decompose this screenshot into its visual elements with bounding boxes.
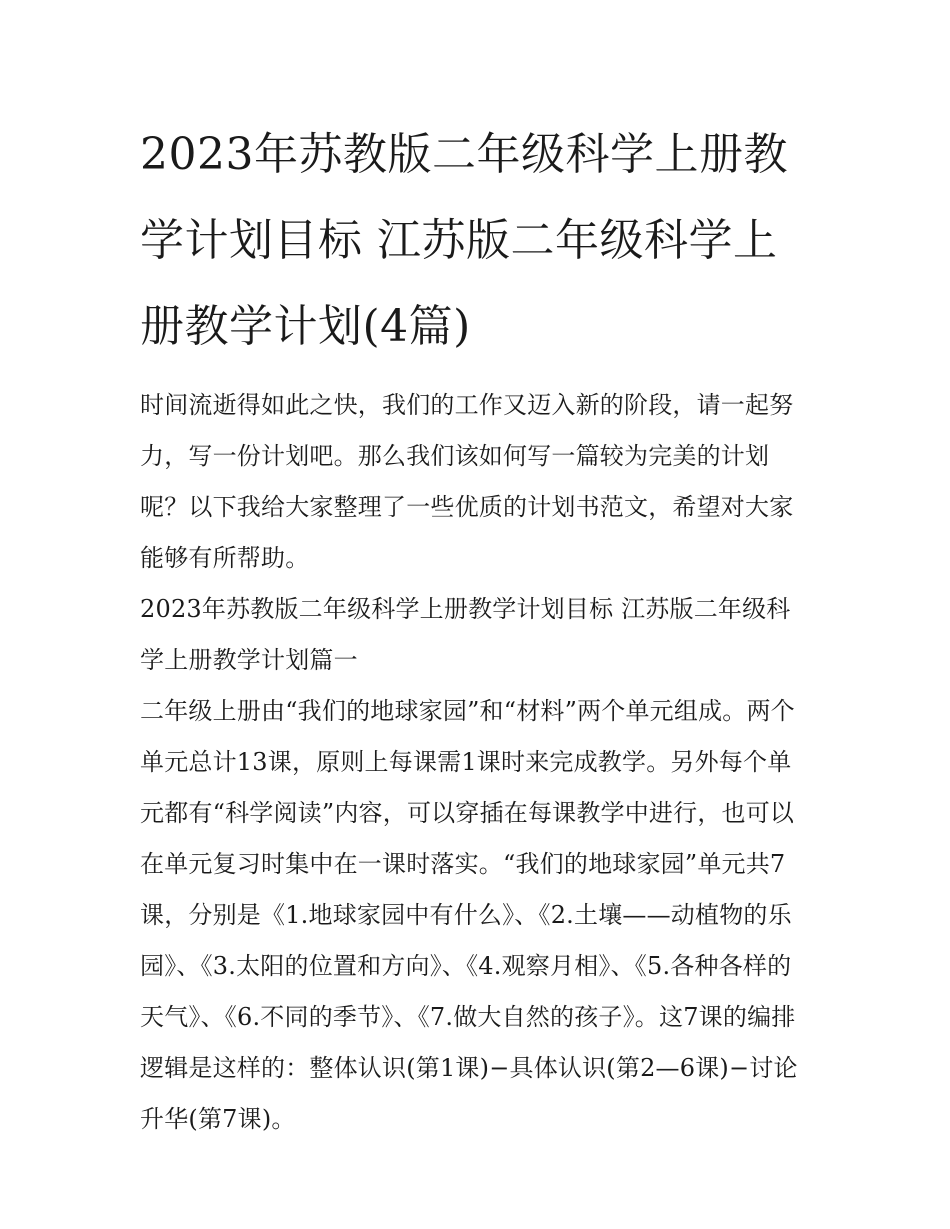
document-title: 2023年苏教版二年级科学上册教学计划目标 江苏版二年级科学上册教学计划(4篇) xyxy=(140,129,788,352)
document-page xyxy=(140,112,812,1145)
section-heading: 2023年苏教版二年级科学上册教学计划目标 江苏版二年级科学上册教学计划篇一 xyxy=(140,595,791,674)
intro-paragraph: 时间流逝得如此之快，我们的工作又迈入新的阶段，请一起努力，写一份计划吧。那么我们该如何写一篇较为完美的计划呢？以下我给大家整理了一些优质的计划书范文，希望对大家能够有所帮助。 xyxy=(140,391,794,572)
body-paragraph: 二年级上册由“我们的地球家园”和“材料”两个单元组成。两个单元总计13课，原则上每课需1课时来完成教学。另外每个单元都有“科学阅读”内容，可以穿插在每课教学中进行，也可以在单元复习时集中在一课时落实。“我们的地球家园”单元共7课，分别是《1.地球家园中有什么》、《2.土壤——动植物的乐园》、《3.太阳的位置和方向》、《4.观察月相》、《5.各种各样的天气》、《6.不同的季节》、《7.做大自然的孩子》。这7课的编排逻辑是这样的：整体认识(第1课)−具体认识(第2—6课)−讨论升华(第7课)。 xyxy=(140,697,798,1133)
